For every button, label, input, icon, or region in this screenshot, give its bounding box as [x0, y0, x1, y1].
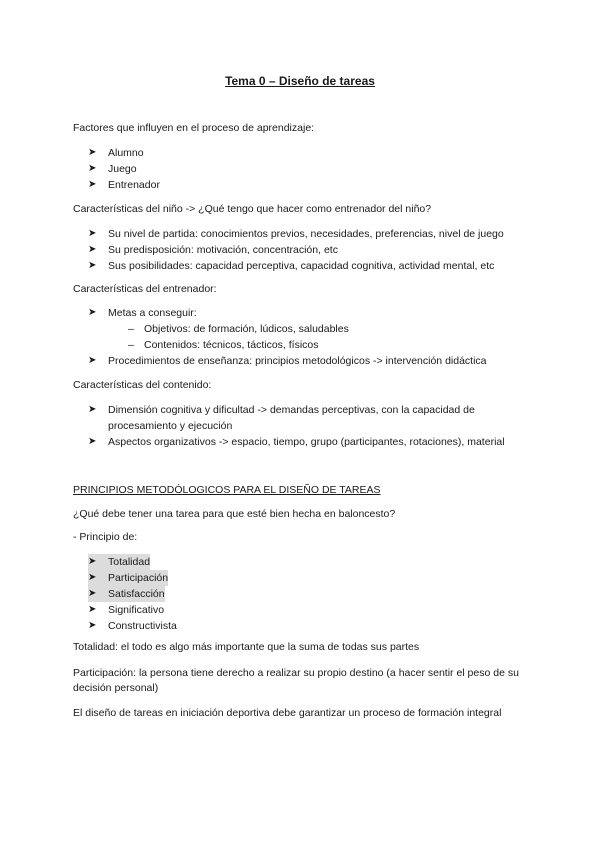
list-item: ➤ Procedimientos de enseñanza: principios metodológicos -> intervención didáctica	[88, 355, 487, 367]
arrow-bullet-icon: ➤	[88, 179, 97, 190]
arrow-bullet-icon: ➤	[88, 556, 97, 567]
list-item: ➤ Su predisposición: motivación, concentración, etc	[88, 244, 338, 256]
list-item: ➤ Juego	[88, 163, 137, 175]
list-item: ➤ Dimensión cognitiva y dificultad -> demandas perceptivas, con la capacidad de procesamiento y ejecución	[88, 404, 475, 432]
list-item: ➤ Su nivel de partida: conocimientos previos, necesidades, preferencias, nivel de juego	[88, 228, 504, 240]
list-item: ➤ Constructivista	[88, 620, 177, 632]
list-item: ➤ Alumno	[88, 147, 144, 159]
contenido-list	[88, 402, 538, 450]
nino-list	[88, 226, 538, 274]
list-item: ➤ Entrenador	[88, 179, 160, 191]
contenido-intro: Características del contenido:	[73, 379, 212, 391]
arrow-bullet-icon: ➤	[88, 163, 97, 174]
arrow-bullet-icon: ➤	[88, 436, 97, 447]
dash-bullet-icon: –	[128, 339, 134, 351]
factores-intro: Factores que influyen en el proceso de aprendizaje:	[73, 122, 315, 134]
arrow-bullet-icon: ➤	[88, 404, 97, 415]
list-item: ➤ Significativo	[88, 604, 165, 616]
arrow-bullet-icon: ➤	[88, 572, 97, 583]
dash-bullet-icon: –	[128, 323, 134, 335]
principios-label: - Principio de:	[73, 531, 138, 543]
entrenador-procedimientos-list	[88, 353, 538, 369]
arrow-bullet-icon: ➤	[88, 355, 97, 366]
arrow-bullet-icon: ➤	[88, 307, 97, 318]
arrow-bullet-icon: ➤	[88, 604, 97, 615]
arrow-bullet-icon: ➤	[88, 620, 97, 631]
list-item: – Objetivos: de formación, lúdicos, saludables	[128, 323, 349, 335]
arrow-bullet-icon: ➤	[88, 228, 97, 239]
page-title: Tema 0 – Diseño de tareas	[225, 74, 375, 88]
entrenador-metas-list	[88, 305, 538, 321]
entrenador-sub-list	[128, 321, 349, 353]
nino-intro: Características del niño -> ¿Qué tengo que hacer como entrenador del niño?	[73, 203, 432, 215]
arrow-bullet-icon: ➤	[88, 147, 97, 158]
principios-list	[88, 554, 538, 634]
list-item: ➤ Metas a conseguir:	[88, 307, 197, 319]
list-item: ➤ Aspectos organizativos -> espacio, tiempo, grupo (participantes, rotaciones), material	[88, 436, 505, 448]
factores-list	[88, 145, 538, 193]
list-item: – Contenidos: técnicos, tácticos, físicos	[128, 339, 319, 351]
participacion-definition: Participación: la persona tiene derecho a realizar su propio destino (a hacer sentir el peso de su decisión personal)	[73, 667, 519, 695]
totalidad-definition: Totalidad: el todo es algo más importante que la suma de todas sus partes	[73, 641, 420, 653]
arrow-bullet-icon: ➤	[88, 244, 97, 255]
list-item: ➤ Totalidad	[88, 556, 151, 568]
list-item: ➤ Participación	[88, 572, 169, 584]
arrow-bullet-icon: ➤	[88, 588, 97, 599]
principios-heading: PRINCIPIOS METODÓLOGICOS PARA EL DISEÑO DE TAREAS	[73, 484, 381, 496]
final-statement: El diseño de tareas en iniciación deportiva debe garantizar un proceso de formación integral	[73, 707, 502, 719]
list-item: ➤ Sus posibilidades: capacidad perceptiva, capacidad cognitiva, actividad mental, etc	[88, 260, 495, 272]
list-item: ➤ Satisfacción	[88, 588, 165, 600]
arrow-bullet-icon: ➤	[88, 260, 97, 271]
principios-question: ¿Qué debe tener una tarea para que esté bien hecha en baloncesto?	[73, 508, 396, 520]
entrenador-intro: Características del entrenador:	[73, 283, 217, 295]
